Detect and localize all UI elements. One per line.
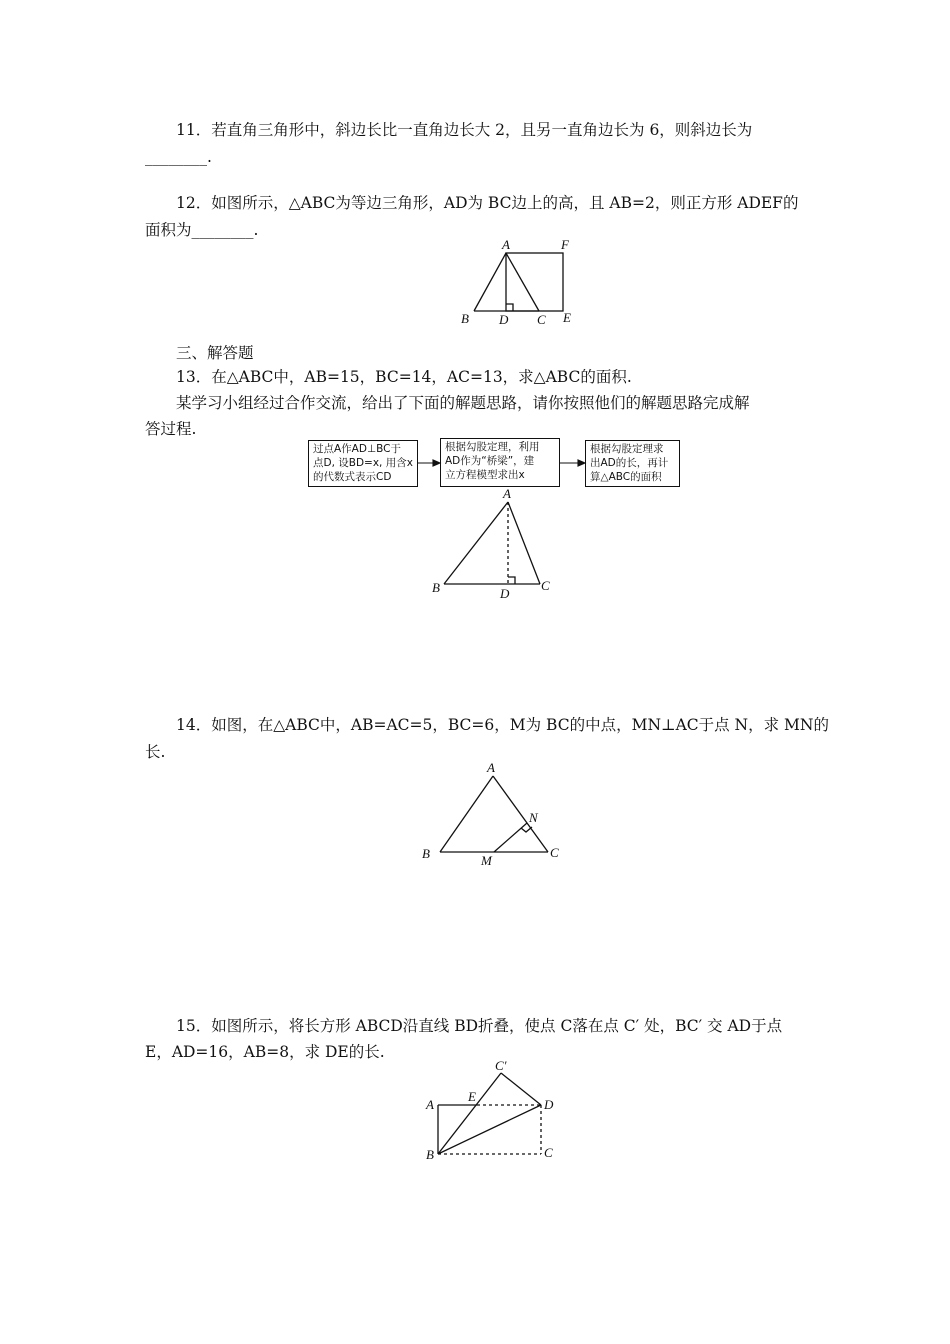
q15-label-e: E	[468, 1089, 476, 1104]
q15-label-d: D	[544, 1097, 554, 1112]
q14-text-line2: 长.	[145, 743, 166, 761]
q11-text-line1: 11．若直角三角形中，斜边长比一直角边长大 2，且另一直角边长为 6，则斜边长为	[176, 121, 753, 139]
q13-flow-step-2: 根据勾股定理，利用 AD作为“桥梁”，建 立方程模型求出x	[440, 438, 560, 487]
q14-label-b: B	[422, 846, 430, 861]
q13-label-c: C	[541, 578, 550, 593]
q15-label-b: B	[426, 1147, 434, 1162]
q13-label-d: D	[500, 586, 510, 601]
q15-label-c: C	[544, 1145, 553, 1160]
q12-label-d: D	[499, 312, 509, 327]
q13-text-line2: 某学习小组经过合作交流，给出了下面的解题思路，请你按照他们的解题思路完成解	[176, 394, 750, 412]
q12-answer-blank: 面积为________.	[145, 221, 259, 239]
q14-edge-ac	[493, 776, 548, 852]
q13-label-a: A	[503, 486, 511, 501]
q13-text-line1: 13．在△ABC中，AB=15，BC=14，AC=13，求△ABC的面积.	[176, 368, 632, 386]
q13-edge-ab	[444, 502, 508, 584]
q13-right-angle-mark	[508, 577, 515, 584]
q15-text-line2: E，AD=16，AB=8，求 DE的长.	[145, 1043, 385, 1061]
q15-figure	[420, 1055, 570, 1165]
q15-label-c-prime: C′	[495, 1058, 507, 1073]
q15-text-line1: 15．如图所示，将长方形 ABCD沿直线 BD折叠，使点 C落在点 C′ 处，BC′ 交 AD于点	[176, 1017, 783, 1035]
q14-right-angle-mark	[521, 827, 532, 832]
q13-flow-step-3: 根据勾股定理求 出AD的长，再计 算△ABC的面积	[585, 440, 680, 487]
q13-triangle-figure	[425, 486, 565, 604]
q12-edge-ac	[506, 253, 539, 311]
q13-flow-step-1: 过点A作AD⊥BC于 点D, 设BD=x, 用含x 的代数式表示CD	[308, 440, 418, 487]
q15-label-a: A	[426, 1097, 434, 1112]
q12-right-angle-mark	[506, 304, 513, 311]
q14-text-line1: 14．如图，在△ABC中，AB=AC=5，BC=6，M为 BC的中点，MN⊥AC于点 N，求 MN的	[176, 716, 829, 734]
q12-label-e: E	[563, 310, 571, 325]
q12-edge-ab	[474, 253, 506, 311]
q14-label-a: A	[487, 760, 495, 775]
q12-label-a: A	[502, 237, 510, 252]
q11-answer-blank: ________.	[145, 148, 212, 166]
q15-folded-bc1	[438, 1073, 501, 1154]
flow-arrowhead-2	[578, 460, 585, 466]
q14-label-m: M	[481, 853, 492, 868]
q14-label-n: N	[529, 810, 538, 825]
q12-figure	[455, 234, 585, 330]
q12-label-c: C	[537, 312, 546, 327]
q12-label-b: B	[461, 311, 469, 326]
section-heading: 三、解答题	[176, 344, 254, 362]
q13-text-line3: 答过程.	[145, 420, 197, 438]
q13-label-b: B	[432, 580, 440, 595]
q14-figure	[415, 755, 575, 870]
q15-diagonal-bd	[438, 1105, 541, 1154]
q14-label-c: C	[550, 845, 559, 860]
q15-folded-c1d	[501, 1073, 541, 1105]
q14-segment-mn	[494, 823, 527, 852]
flow-arrowhead-1	[433, 460, 440, 466]
q13-edge-ac	[508, 502, 540, 584]
q12-text-line1: 12．如图所示，△ABC为等边三角形，AD为 BC边上的高，且 AB=2，则正方形 ADEF的	[176, 194, 799, 212]
q12-label-f: F	[561, 237, 569, 252]
q14-edge-ab	[440, 776, 493, 852]
q13-flow-arrows	[418, 455, 588, 475]
